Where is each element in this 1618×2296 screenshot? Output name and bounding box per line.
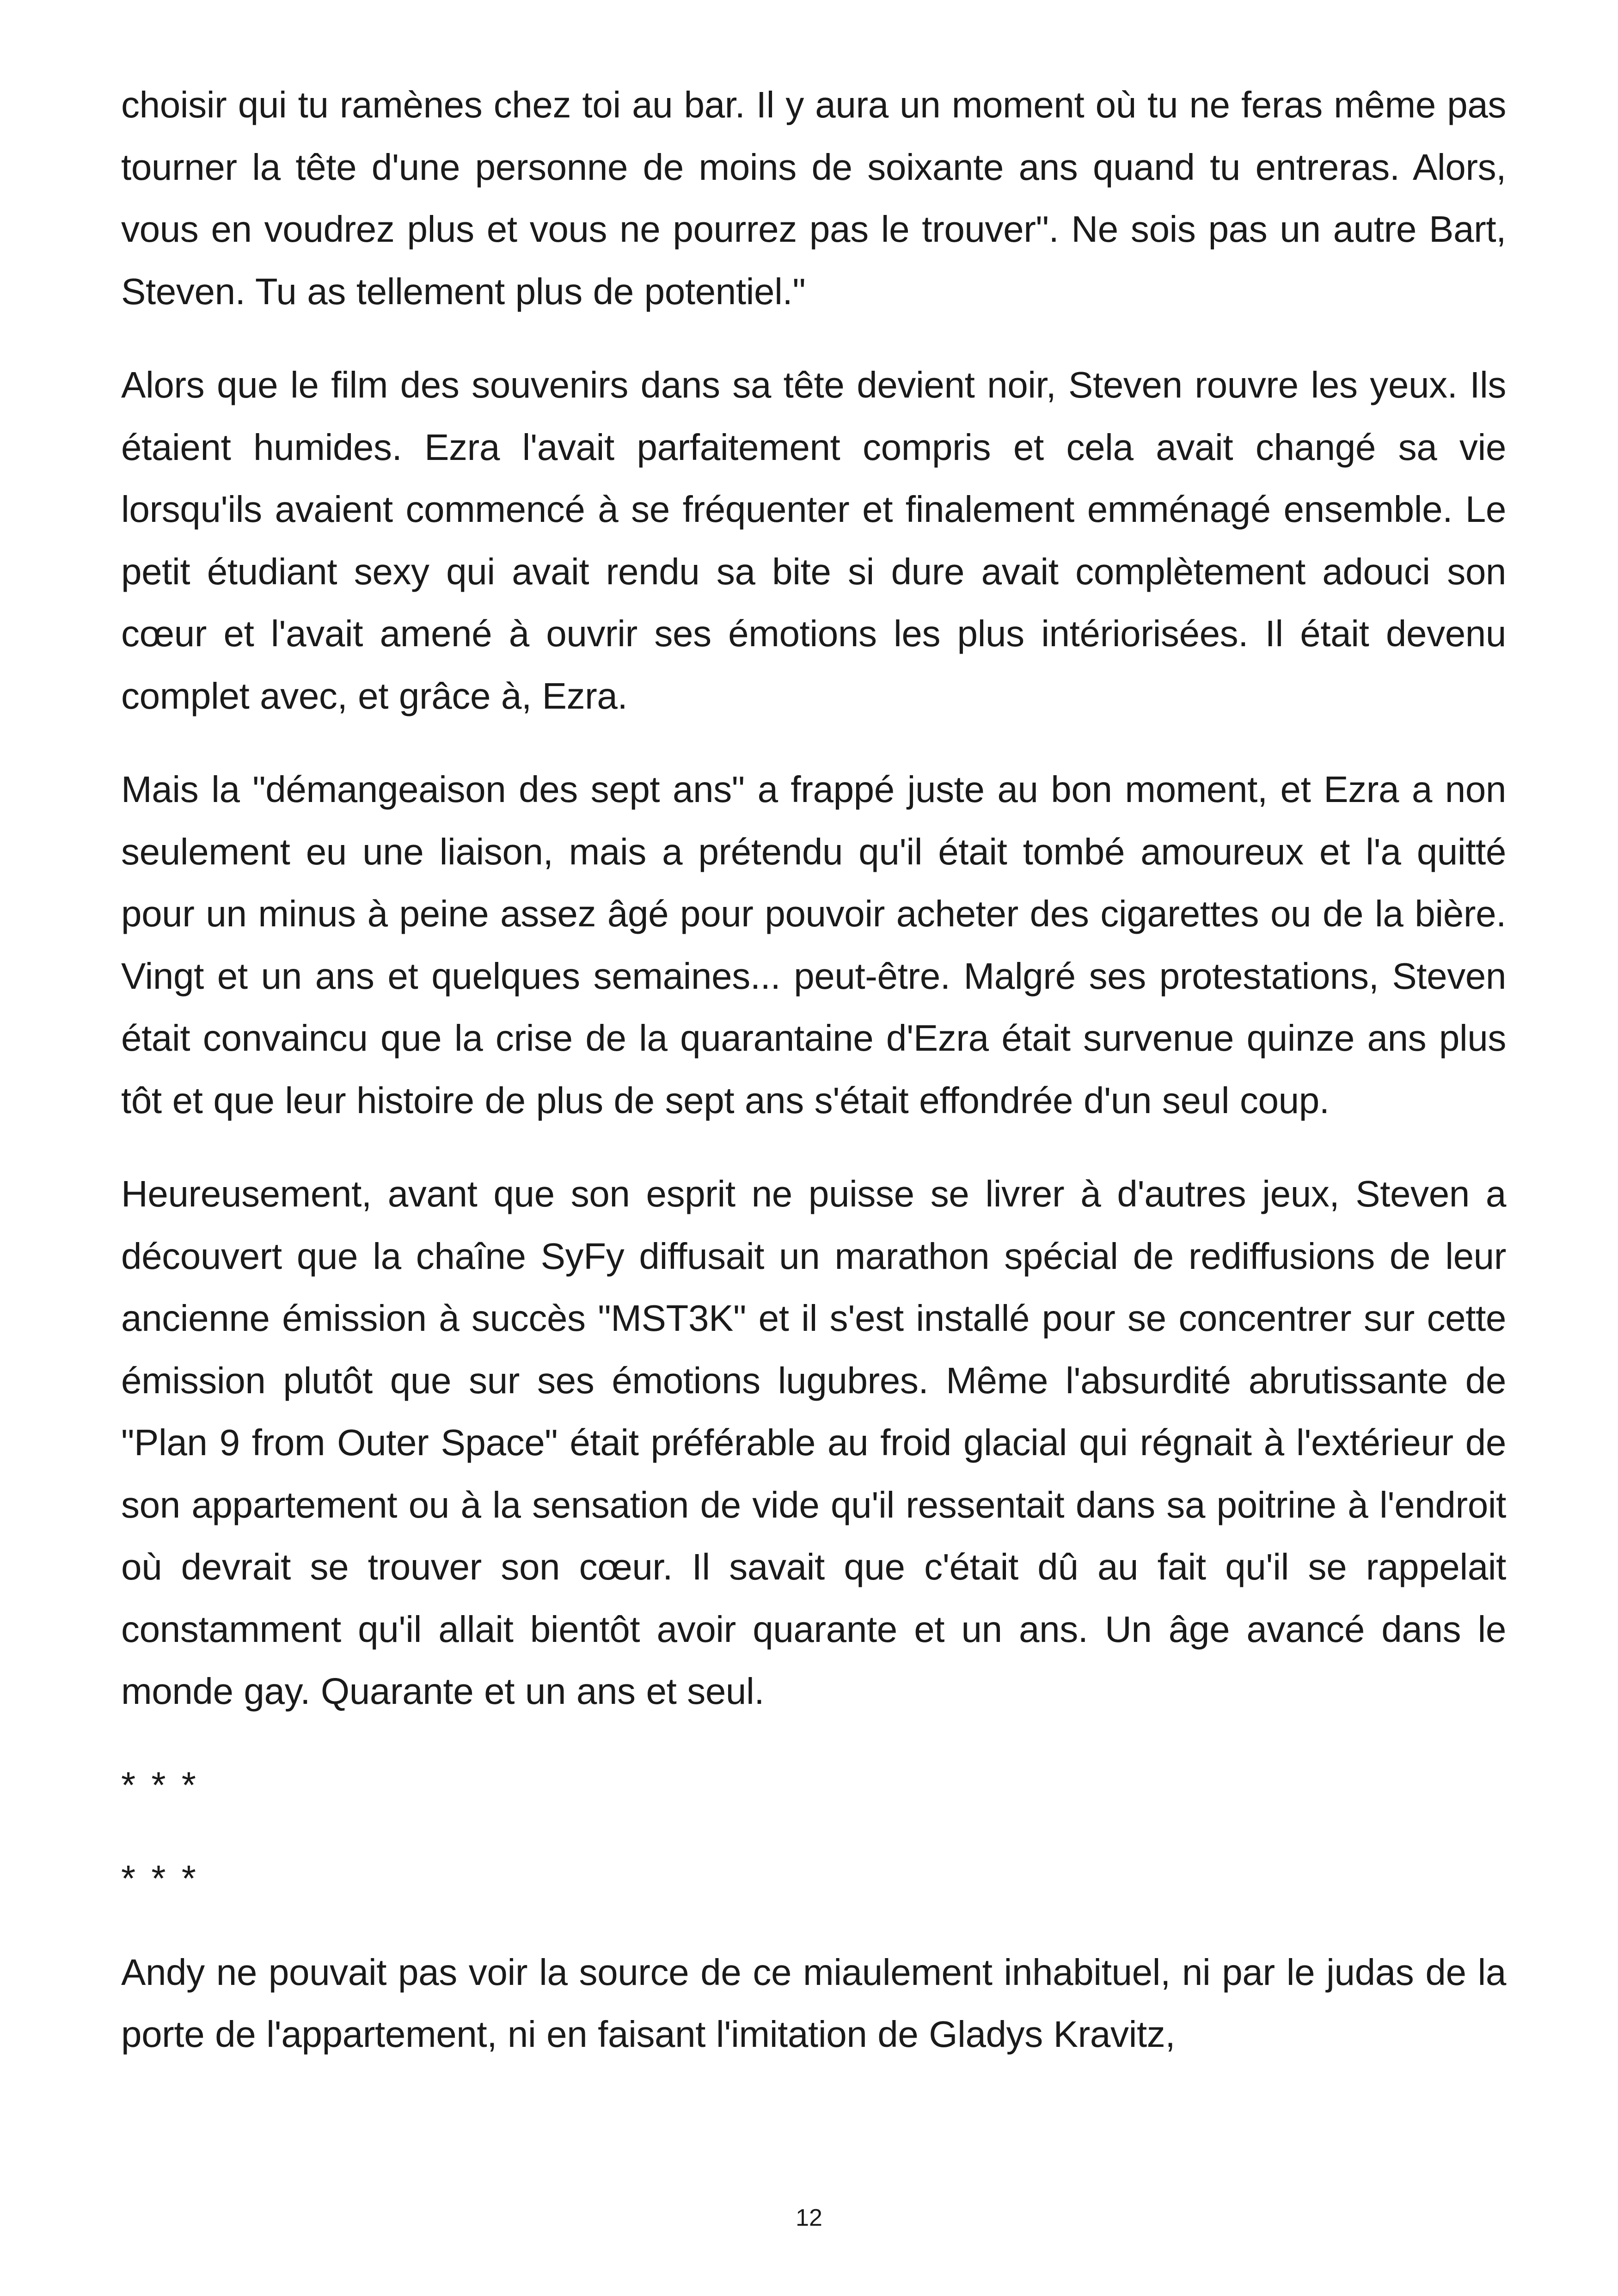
paragraph-4: Heureusement, avant que son esprit ne puisse se livrer à d'autres jeux, Steven a découvert que la chaîne SyFy diffusait un marathon spécial de rediffusions de leur ancienne émission à succès "MST3K" et il s'est installé pour se concentrer sur cette émission plutôt que sur ses émotions lugubres. Même l'absurdité abrutissante de "Plan 9 from Outer Space" était préférable au froid glacial qui régnait à l'extérieur de son appartement ou à la sensation de vide qu'il ressentait dans sa poitrine à l'endroit où devrait se trouver son cœur. Il savait que c'était dû au fait qu'il se rappelait constamment qu'il allait bientôt avoir quarante et un ans. Un âge avancé dans le monde gay. Quarante et un ans et seul. (121, 1173, 1506, 1712)
page-number: 12 (796, 2204, 822, 2231)
document-page (121, 74, 1506, 2066)
paragraph-3: Mais la "démangeaison des sept ans" a frappé juste au bon moment, et Ezra a non seulement eu une liaison, mais a prétendu qu'il était tombé amoureux et l'a quitté pour un minus à peine assez âgé pour pouvoir acheter des cigarettes ou de la bière. Vingt et un ans et quelques semaines... peut-être. Malgré ses protestations, Steven était convaincu que la crise de la quarantaine d'Ezra était survenue quinze ans plus tôt et que leur histoire de plus de sept ans s'était effondrée d'un seul coup. (121, 769, 1506, 1121)
paragraph-2: Alors que le film des souvenirs dans sa tête devient noir, Steven rouvre les yeux. Ils étaient humides. Ezra l'avait parfaitement compris et cela avait changé sa vie lorsqu'ils avaient commencé à se fréquenter et finalement emménagé ensemble. Le petit étudiant sexy qui avait rendu sa bite si dure avait complètement adouci son cœur et l'avait amené à ouvrir ses émotions les plus intériorisées. Il était devenu complet avec, et grâce à, Ezra. (121, 364, 1506, 716)
paragraph-5: Andy ne pouvait pas voir la source de ce miaulement inhabituel, ni par le judas de la porte de l'appartement, ni en faisant l'imitation de Gladys Kravitz, (121, 1951, 1506, 2055)
paragraph-1: choisir qui tu ramènes chez toi au bar. Il y aura un moment où tu ne feras même pas tourner la tête d'une personne de moins de soixante ans quand tu entreras. Alors, vous en voudrez plus et vous ne pourrez pas le trouver". Ne sois pas un autre Bart, Steven. Tu as tellement plus de potentiel." (121, 84, 1506, 312)
section-separator-2: * * * (121, 1858, 199, 1899)
section-separator-1: * * * (121, 1764, 199, 1806)
